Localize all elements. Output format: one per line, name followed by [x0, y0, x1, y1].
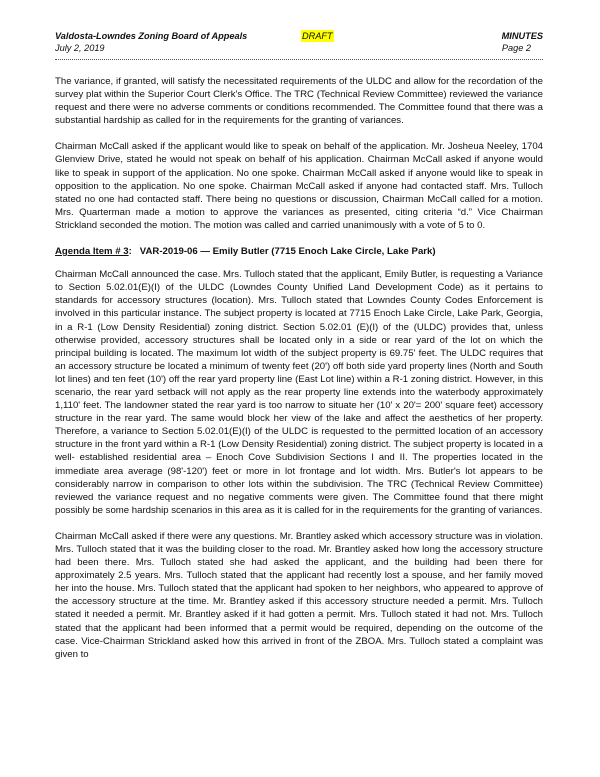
document-page [55, 30, 543, 674]
paragraph-questions: Chairman McCall asked if there were any questions. Mr. Brantley asked which accessory structure was in violation. Mrs. Tulloch stated that it was the building closer to the road. Mr. Brantley asked how long the accessory structure had been there. Mrs. Tulloch stated she had asked the applicant, and the building had been there for approximately 2.5 years. Mrs. Tulloch stated that the applicant had recently lost a spouse, and her family moved her into the house. Mrs. Tulloch stated that the applicant had spoken to her neighbors, who appeared to approve of the accessory structure at the time. Mr. Brantley asked if this accessory structure needed a permit. Mrs. Tulloch stated it needed a permit. Mr. Brantley asked if it had gotten a permit. Mrs. Tulloch stated it had not. Mrs. Tulloch stated that the applicant had been informed that a permit would be required, depending on the outcome of the case. Vice-Chairman Strickland asked how this arrived in front of the ZBOA. Mrs. Tulloch stated a complaint was given to [55, 530, 543, 660]
header-divider [55, 59, 543, 60]
agenda-item-label: Agenda Item # 3 [55, 246, 129, 258]
paragraph-variance-summary: The variance, if granted, will satisfy the necessitated requirements of the ULDC and allow for the recordation of the survey plat within the Superior Court Clerk's Office. The TRC (Technical Review Committee) reviewed the variance request and there were no adverse comments or conditions recommended. The Committee found that there was a substantial hardship as called for in the requirements for the granting of variances. [55, 76, 543, 127]
document-type: MINUTES [501, 31, 543, 41]
paragraph-case-announcement: Chairman McCall announced the case. Mrs. Tulloch stated that the applicant, Emily Butler, is requesting a Variance to Section 5.02.01(E)(I) of the ULDC (Lowndes County Unified Land Development Code) as it pertains to standards for accessory structures (location). Mrs. Tulloch stated that Lowndes County Codes Enforcement is involved in this particular instance. The subject property is located at 7715 Enoch Lake Circle, Lake Park, Georgia, in a R-1 (Low Density Residential) zoning district. Section 5.02.01 (E)(I) of the (ULDC) provides that, unless otherwise provided, accessory structures shall be located only in a side or rear yard of the lot on which the principal building is located. The maximum lot width of the subject property is 69.75' feet. The ULDC requires that an accessory structure be located a minimum of twenty feet (20') off both side yard property lines (North and South lot lines) and ten feet (10') off the rear yard property line (East Lot line) within a R-1 zoning district. However, in this scenario, the rear yard setback will not apply as the rear property line extends into the waterbody approximately 1,110' feet. The landowner stated the rear yard is too narrow to situate her (10' x 20'= 200' square feet) accessory structure in the rear yard. The same would block her view of the lake and affect the aesthetics of her property. Therefore, a variance to Section 5.02.01(E)(I) of the ULDC is requested to the permitted location of an accessory structure in the front yard within a R-1 (Low Density Residential) zoning district. The subject property is located in a well- established residential area – Enoch Cove Subdivision Sections I and II. The properties located in the immediate area average (98'-120') feet or more in lot frontage and lot width. Mrs. Butler's lot appears to be considerably narrow in comparison to other lots within the subdivision. The TRC (Technical Review Committee) reviewed the variance request and no negative comments were given. The Committee found that there might possibly be some hardship scenarios in this area as it is called for in the requirements for the granting of variances. [55, 269, 543, 516]
agenda-item-heading [55, 245, 543, 258]
page-number: Page 2 [501, 43, 531, 53]
draft-badge: DRAFT [302, 31, 333, 41]
meeting-date: July 2, 2019 [55, 43, 105, 53]
agenda-item-colon: : [128, 246, 132, 258]
paragraph-motion: Chairman McCall asked if the applicant would like to speak on behalf of the application. Mr. Josheua Neeley, 1704 Glenview Drive, stated he would not speak on behalf of his application. Chairman McCall asked if anyone would like to speak in support of the application. No one spoke. Chairman McCall asked if anyone would like to speak in opposition to the application. No one spoke. Chairman McCall asked if anyone had contacted staff. Mrs. Tulloch stated no one had contacted staff. There being no questions or discussion, Chairman McCall called for a motion. Mrs. Quarterman made a motion to approve the variances as presented, citing criteria “d.” Vice Chairman Strickland seconded the motion. The motion was called and carried unanimously with a vote of 5 to 0. [55, 141, 543, 231]
page-header [55, 30, 543, 56]
minutes-body [55, 75, 543, 661]
agenda-item-title: VAR-2019-06 — Emily Butler (7715 Enoch Lake Circle, Lake Park) [139, 246, 436, 258]
organization-name: Valdosta-Lowndes Zoning Board of Appeals [55, 31, 248, 41]
